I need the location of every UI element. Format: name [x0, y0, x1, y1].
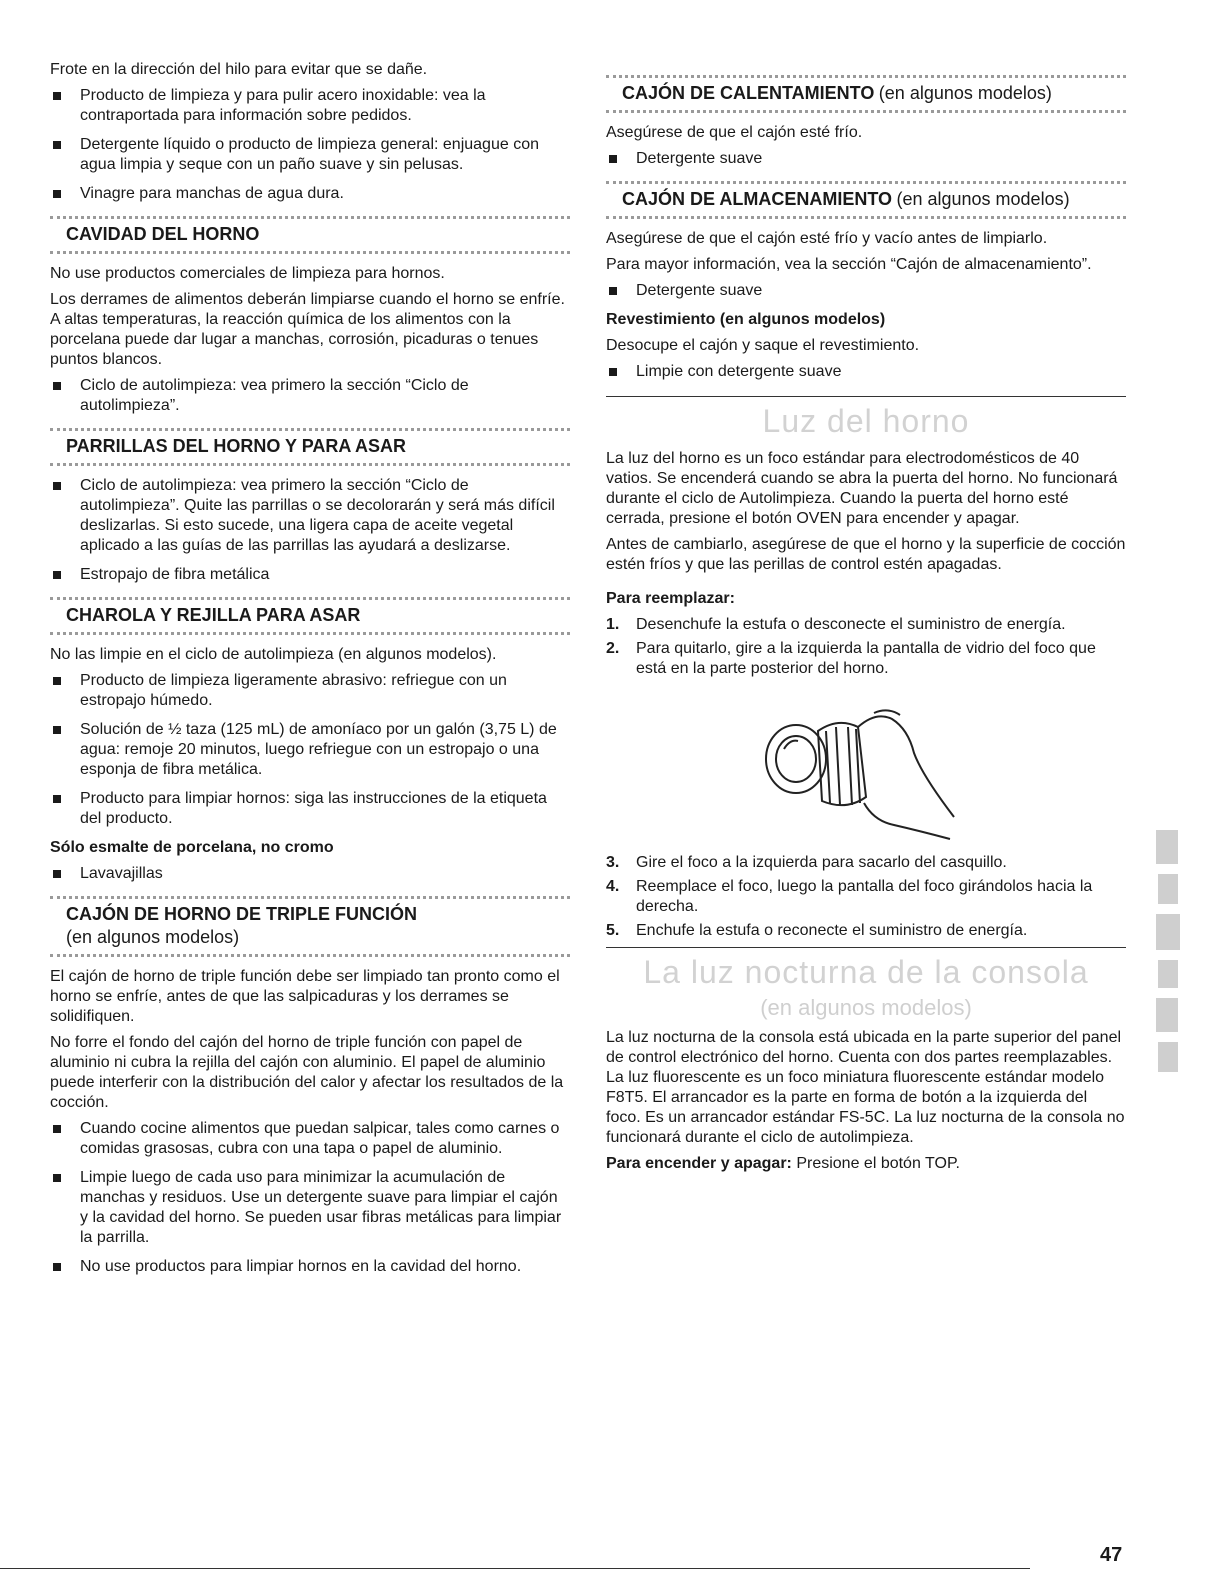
- paragraph: Asegúrese de que el cajón esté frío y vacío antes de limpiarlo.: [606, 230, 1048, 247]
- subheading: Sólo esmalte de porcelana, no cromo: [50, 839, 334, 856]
- page-number: 47: [1100, 1544, 1123, 1566]
- paragraph: Para mayor información, vea la sección “Cajón de almacenamiento”.: [606, 256, 1092, 273]
- heading-luz-nocturna: La luz nocturna de la consola: [643, 954, 1089, 990]
- intro-bullets: [50, 86, 570, 204]
- section-header-parrillas: [50, 428, 570, 466]
- section-subtitle: (en algunos modelos): [66, 927, 240, 947]
- paragraph-onoff: [606, 1154, 1126, 1174]
- step-text: Desenchufe la estufa o desconecte el suministro de energía.: [636, 616, 1066, 633]
- charola-bullets: [50, 671, 570, 829]
- cavidad-bullets: [50, 376, 570, 416]
- section-header-almacenamiento: [606, 181, 1126, 219]
- parrillas-bullets: [50, 476, 570, 585]
- paragraph: Antes de cambiarlo, asegúrese de que el horno y la superficie de cocción estén fríos y que las perillas de control estén apagadas.: [606, 536, 1126, 573]
- charola-sub-bullets: [50, 864, 570, 884]
- step-number: 4.: [606, 878, 620, 895]
- list-item: Detergente suave: [606, 281, 1126, 301]
- section-header-cavidad: [50, 216, 570, 254]
- steps-list: [606, 853, 1126, 941]
- section-title: CAJÓN DE ALMACENAMIENTO: [622, 189, 893, 209]
- section-title: CHAROLA Y REJILLA PARA ASAR: [66, 605, 361, 625]
- section-title: CAJÓN DE HORNO DE TRIPLE FUNCIÓN: [66, 904, 418, 924]
- list-item: [606, 921, 1126, 941]
- section-title: CAJÓN DE CALENTAMIENTO: [622, 83, 875, 103]
- section-subtitle: (en algunos modelos): [878, 83, 1052, 103]
- paragraph: La luz nocturna de la consola está ubicada en la parte superior del panel de control electrónico del horno. Cuenta con dos partes reemplazables. La luz fluorescente es un foco miniatura fluorescente estándar modelo F8T5. El arrancador es la parte en forma de botón a la izquierda del foco. Es un arrancador estándar FS-5C. La luz nocturna de la consola no funcionará durante el ciclo de autolimpieza.: [606, 1028, 1125, 1146]
- watermark-icon: [1150, 820, 1186, 1080]
- list-item: Detergente líquido o producto de limpieza general: enjuague con agua limpia y seque con un paño suave y sin pelusas.: [50, 135, 570, 175]
- list-item: Vinagre para manchas de agua dura.: [50, 184, 570, 204]
- list-item: [606, 639, 1126, 679]
- triple-bullets: [50, 1119, 570, 1277]
- heading-luz-del-horno: Luz del horno: [762, 403, 970, 439]
- paragraph: No use productos comerciales de limpieza para hornos.: [50, 265, 445, 282]
- paragraph: Asegúrese de que el cajón esté frío.: [606, 124, 863, 141]
- almacenamiento-sub-bullets: [606, 362, 1126, 382]
- list-item: Limpie con detergente suave: [606, 362, 1126, 382]
- bulb-cover-illustration: [756, 691, 976, 841]
- step-text: Gire el foco a la izquierda para sacarlo del casquillo.: [636, 854, 1007, 871]
- heading-subtitle: (en algunos modelos): [760, 995, 972, 1020]
- list-item: Estropajo de fibra metálica: [50, 565, 570, 585]
- list-item: [606, 853, 1126, 873]
- subheading-replace: Para reemplazar:: [606, 590, 735, 607]
- section-divider: [606, 947, 1126, 948]
- step-text: Enchufe la estufa o reconecte el suministro de energía.: [636, 922, 1028, 939]
- right-column: [606, 0, 1126, 1180]
- list-item: [606, 615, 1126, 635]
- list-item: Solución de ½ taza (125 mL) de amoníaco por un galón (3,75 L) de agua: remoje 20 minutos, luego refriegue con un estropajo o una esponja de fibra metálica.: [50, 720, 570, 780]
- paragraph: El cajón de horno de triple función debe ser limpiado tan pronto como el horno se enfríe, antes de que las salpicaduras y los derrames se solidifiquen.: [50, 967, 560, 1025]
- left-column: [50, 0, 570, 1286]
- step-number: 1.: [606, 616, 620, 633]
- section-divider: [606, 396, 1126, 397]
- paragraph: Los derrames de alimentos deberán limpiarse cuando el horno se enfríe. A altas temperaturas, la reacción química de los alimentos con la porcelana puede dar lugar a manchas, corrosión, picaduras o tenues puntos blancos.: [50, 291, 565, 368]
- onoff-text: Presione el botón TOP.: [791, 1154, 960, 1172]
- section-header-charola: [50, 597, 570, 635]
- list-item: [606, 877, 1126, 917]
- subheading: Revestimiento (en algunos modelos): [606, 311, 886, 328]
- section-header-calentamiento: [606, 75, 1126, 113]
- almacenamiento-bullets: [606, 281, 1126, 301]
- step-text: Reemplace el foco, luego la pantalla del foco girándolos hacia la derecha.: [636, 878, 1093, 915]
- list-item: No use productos para limpiar hornos en la cavidad del horno.: [50, 1257, 570, 1277]
- step-text: Para quitarlo, gire a la izquierda la pantalla de vidrio del foco que está en la parte posterior del horno.: [636, 640, 1096, 677]
- list-item: Limpie luego de cada uso para minimizar la acumulación de manchas y residuos. Use un detergente suave para limpiar el cajón y la cavidad del horno. Se pueden usar fibras metálicas para limpiar la parrilla.: [50, 1168, 570, 1248]
- calentamiento-bullets: [606, 149, 1126, 169]
- section-title: CAVIDAD DEL HORNO: [66, 224, 260, 244]
- step-number: 2.: [606, 640, 620, 657]
- step-number: 3.: [606, 854, 620, 871]
- list-item: Ciclo de autolimpieza: vea primero la sección “Ciclo de autolimpieza”. Quite las parrillas o se decolorarán y será más difícil deslizarlas. Si esto sucede, una ligera capa de aceite vegetal aplicado a las guías de las parrillas las ayudará a deslizarse.: [50, 476, 570, 556]
- list-item: Ciclo de autolimpieza: vea primero la sección “Ciclo de autolimpieza”.: [50, 376, 570, 416]
- bottom-rule: [0, 1568, 1030, 1569]
- section-title: PARRILLAS DEL HORNO Y PARA ASAR: [66, 436, 407, 456]
- section-header-triple: [50, 896, 570, 957]
- intro-text: Frote en la dirección del hilo para evitar que se dañe.: [50, 61, 428, 78]
- list-item: Detergente suave: [606, 149, 1126, 169]
- paragraph: La luz del horno es un foco estándar para electrodomésticos de 40 vatios. Se encenderá cuando se abra la puerta del horno. No funcionará durante el ciclo de Autolimpieza. Cuando la puerta del horno esté cerrada, presione el botón OVEN para encender y apagar.: [606, 450, 1118, 527]
- list-item: Cuando cocine alimentos que puedan salpicar, tales como carnes o comidas grasosas, cubra con una tapa o papel de aluminio.: [50, 1119, 570, 1159]
- paragraph: No forre el fondo del cajón del horno de triple función con papel de aluminio ni cubra la rejilla del cajón con aluminio. El papel de aluminio puede interferir con la distribución del calor y afectar los resultados de la cocción.: [50, 1033, 564, 1111]
- steps-list: [606, 615, 1126, 679]
- paragraph: No las limpie en el ciclo de autolimpieza (en algunos modelos).: [50, 646, 497, 663]
- list-item: Producto de limpieza y para pulir acero inoxidable: vea la contraportada para información sobre pedidos.: [50, 86, 570, 126]
- onoff-label: Para encender y apagar:: [606, 1154, 792, 1172]
- step-number: 5.: [606, 922, 620, 939]
- section-subtitle: (en algunos modelos): [896, 189, 1070, 209]
- list-item: Producto de limpieza ligeramente abrasivo: refriegue con un estropajo húmedo.: [50, 671, 570, 711]
- paragraph: Desocupe el cajón y saque el revestimiento.: [606, 337, 920, 354]
- list-item: Producto para limpiar hornos: siga las instrucciones de la etiqueta del producto.: [50, 789, 570, 829]
- list-item: Lavavajillas: [50, 864, 570, 884]
